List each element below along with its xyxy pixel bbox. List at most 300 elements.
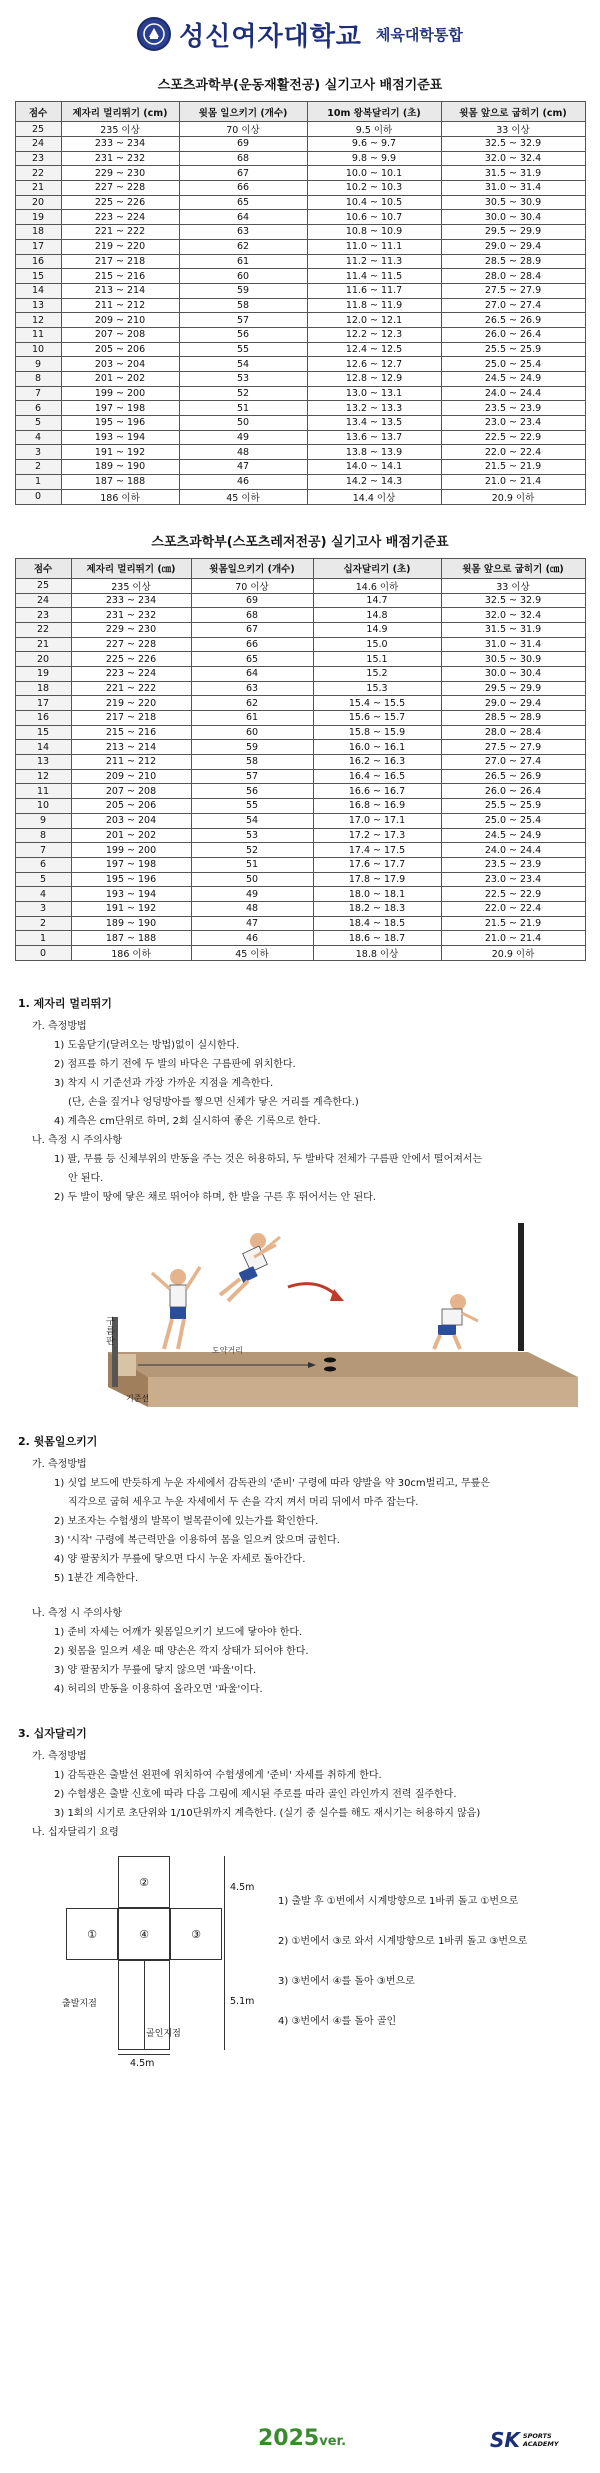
table2-value-cell: 235 이상	[71, 578, 191, 593]
edition-year	[258, 2426, 346, 2451]
table2-value-cell: 29.0 ~ 29.4	[441, 696, 585, 711]
cross-run-step-1: 1) 출발 후 ①번에서 시계방향으로 1바퀴 돌고 ①번으로	[278, 1896, 519, 1907]
table1-value-cell: 13.6 ~ 13.7	[307, 430, 441, 445]
table1-value-cell: 217 ~ 218	[61, 254, 179, 269]
table1-value-cell: 12.4 ~ 12.5	[307, 342, 441, 357]
table2-value-cell: 26.5 ~ 26.9	[441, 769, 585, 784]
table2-value-cell: 27.0 ~ 27.4	[441, 755, 585, 770]
table2-value-cell: 205 ~ 206	[71, 799, 191, 814]
table1-value-cell: 29.0 ~ 29.4	[441, 239, 585, 254]
table2-header-cell: 제자리 멀리뛰기 (㎝)	[71, 558, 191, 578]
table1-value-cell: 59	[179, 283, 307, 298]
table1-score-cell: 6	[15, 401, 61, 416]
table1-row	[15, 327, 585, 342]
cross-cell-2: ②	[118, 1856, 170, 1908]
table1-value-cell: 221 ~ 222	[61, 225, 179, 240]
table2-value-cell: 17.8 ~ 17.9	[313, 872, 441, 887]
table1-value-cell: 27.5 ~ 27.9	[441, 283, 585, 298]
table2-row	[15, 843, 585, 858]
table1-value-cell: 47	[179, 460, 307, 475]
section3-method-heading: 가. 측정방법	[32, 1751, 87, 1762]
table1-value-cell: 14.2 ~ 14.3	[307, 474, 441, 489]
table2-row	[15, 828, 585, 843]
table1-score-cell: 2	[15, 460, 61, 475]
table1-value-cell: 187 ~ 188	[61, 474, 179, 489]
table1-score-cell: 11	[15, 327, 61, 342]
table2-value-cell: 18.4 ~ 18.5	[313, 916, 441, 931]
table2-score-cell: 17	[15, 696, 71, 711]
table1-row	[15, 430, 585, 445]
table2-value-cell: 18.0 ~ 18.1	[313, 887, 441, 902]
table2-value-cell: 62	[191, 696, 313, 711]
table2-value-cell: 49	[191, 887, 313, 902]
table2-score-cell: 4	[15, 887, 71, 902]
table2-value-cell: 211 ~ 212	[71, 755, 191, 770]
table2-value-cell: 18.6 ~ 18.7	[313, 931, 441, 946]
table1-row	[15, 445, 585, 460]
table1-value-cell: 45 이하	[179, 489, 307, 504]
cross-run-diagram	[18, 1846, 600, 2076]
table2-score-cell: 13	[15, 755, 71, 770]
table2-value-cell: 32.0 ~ 32.4	[441, 608, 585, 623]
table2-row	[15, 769, 585, 784]
table2-value-cell: 189 ~ 190	[71, 916, 191, 931]
table2-value-cell: 191 ~ 192	[71, 901, 191, 916]
table2-row	[15, 608, 585, 623]
table2-row	[15, 916, 585, 931]
table2-value-cell: 21.5 ~ 21.9	[441, 916, 585, 931]
table1	[15, 101, 586, 505]
table1-score-cell: 19	[15, 210, 61, 225]
table2-value-cell: 23.5 ~ 23.9	[441, 857, 585, 872]
cross-cell-1: ①	[66, 1908, 118, 1960]
table1-value-cell: 215 ~ 216	[61, 269, 179, 284]
section2-method-2: 2) 보조자는 수험생의 발목이 벌목끝이에 있는가를 확인한다.	[54, 1516, 319, 1527]
section-sit-ups	[0, 1433, 600, 1699]
table1-value-cell: 53	[179, 372, 307, 387]
table2-title: 스포츠과학부(스포츠레저전공) 실기고사 배점기준표	[151, 534, 449, 550]
table1-row	[15, 283, 585, 298]
goal-point-label: 골인지점	[146, 2029, 181, 2039]
dim-bottom-label: 4.5m	[130, 2058, 155, 2069]
table2-value-cell: 28.5 ~ 28.9	[441, 711, 585, 726]
table1-value-cell: 30.5 ~ 30.9	[441, 195, 585, 210]
cross-run-step-2: 2) ①번에서 ③로 와서 시계방향으로 1바퀴 돌고 ③번으로	[278, 1936, 528, 1947]
table2-value-cell: 195 ~ 196	[71, 872, 191, 887]
table1-row	[15, 181, 585, 196]
table1-value-cell: 195 ~ 196	[61, 416, 179, 431]
table1-value-cell: 219 ~ 220	[61, 239, 179, 254]
cross-cell-3: ③	[170, 1908, 222, 1960]
table2-value-cell: 31.0 ~ 31.4	[441, 637, 585, 652]
academy-logo-sub1: SPORTS	[522, 2432, 552, 2440]
table1-score-cell: 24	[15, 137, 61, 152]
table1-score-cell: 16	[15, 254, 61, 269]
table2-value-cell: 16.6 ~ 16.7	[313, 784, 441, 799]
table1-value-cell: 24.0 ~ 24.4	[441, 386, 585, 401]
table1-score-cell: 13	[15, 298, 61, 313]
table2-value-cell: 15.1	[313, 652, 441, 667]
section1-method-3: 3) 착지 시 기준선과 가장 가까운 지점을 계측한다.	[54, 1078, 274, 1089]
table2-value-cell: 53	[191, 828, 313, 843]
cross-run-step-4: 4) ③번에서 ④를 돌아 골인	[278, 2016, 397, 2027]
table2-score-cell: 14	[15, 740, 71, 755]
table1-value-cell: 199 ~ 200	[61, 386, 179, 401]
table1-value-cell: 229 ~ 230	[61, 166, 179, 181]
table1-value-cell: 57	[179, 313, 307, 328]
table1-value-cell: 10.8 ~ 10.9	[307, 225, 441, 240]
table1-value-cell: 13.8 ~ 13.9	[307, 445, 441, 460]
dim-mid-label: 5.1m	[230, 1996, 255, 2007]
table2-value-cell: 15.0	[313, 637, 441, 652]
table2-value-cell: 15.3	[313, 681, 441, 696]
year-suffix: ver.	[319, 2434, 347, 2449]
table2-value-cell: 46	[191, 931, 313, 946]
table2-score-cell: 9	[15, 813, 71, 828]
table2-value-cell: 69	[191, 593, 313, 608]
section2-method-1b: 직각으로 굽혀 세우고 누운 자세에서 두 손을 각지 껴서 머리 뒤에서 마주 잡는다.	[68, 1497, 419, 1508]
table2-value-cell: 55	[191, 799, 313, 814]
table2-value-cell: 215 ~ 216	[71, 725, 191, 740]
table2-value-cell: 15.4 ~ 15.5	[313, 696, 441, 711]
table1-value-cell: 67	[179, 166, 307, 181]
table1-score-cell: 18	[15, 225, 61, 240]
table1-value-cell: 51	[179, 401, 307, 416]
table2-value-cell: 57	[191, 769, 313, 784]
table1-value-cell: 10.2 ~ 10.3	[307, 181, 441, 196]
table1-value-cell: 205 ~ 206	[61, 342, 179, 357]
dimension-line-vertical	[224, 1856, 225, 1960]
table1-value-cell: 46	[179, 474, 307, 489]
section2-caution-4: 4) 허리의 반동을 이용하여 올라오면 '파울'이다.	[54, 1684, 263, 1695]
start-line-label: 기준선	[126, 1394, 150, 1403]
board-label: 구름판	[106, 1317, 115, 1347]
table1-value-cell: 10.6 ~ 10.7	[307, 210, 441, 225]
cross-run-step-3: 3) ③번에서 ④를 돌아 ③번으로	[278, 1976, 415, 1987]
table2-value-cell: 67	[191, 622, 313, 637]
table1-value-cell: 52	[179, 386, 307, 401]
table2-value-cell: 20.9 이하	[441, 946, 585, 961]
table2-value-cell: 17.0 ~ 17.1	[313, 813, 441, 828]
section1-method-4: 4) 계측은 cm단위로 하며, 2회 실시하여 좋은 기록으로 한다.	[54, 1116, 321, 1127]
table1-value-cell: 21.5 ~ 21.9	[441, 460, 585, 475]
table1-value-cell: 223 ~ 224	[61, 210, 179, 225]
table1-row	[15, 357, 585, 372]
table1-row	[15, 137, 585, 152]
table1-value-cell: 9.8 ~ 9.9	[307, 151, 441, 166]
section3-guide-heading: 나. 십자달리기 요령	[32, 1827, 119, 1838]
table2-row	[15, 711, 585, 726]
table2-value-cell: 24.0 ~ 24.4	[441, 843, 585, 858]
table1-header-cell: 윗몸 일으키기 (개수)	[179, 102, 307, 122]
table1-value-cell: 11.4 ~ 11.5	[307, 269, 441, 284]
table1-value-cell: 12.8 ~ 12.9	[307, 372, 441, 387]
table1-score-cell: 3	[15, 445, 61, 460]
table1-row	[15, 460, 585, 475]
table1-value-cell: 62	[179, 239, 307, 254]
table2-value-cell: 199 ~ 200	[71, 843, 191, 858]
section1-caution-1b: 안 된다.	[68, 1173, 104, 1184]
university-name: 성신여자대학교	[179, 21, 362, 52]
table2-score-cell: 11	[15, 784, 71, 799]
table2-value-cell: 48	[191, 901, 313, 916]
dimension-line-vertical-2	[224, 1960, 225, 2050]
table2-row	[15, 637, 585, 652]
table1-row	[15, 386, 585, 401]
table2-value-cell: 225 ~ 226	[71, 652, 191, 667]
section1-title: 1. 제자리 멀리뛰기	[18, 997, 112, 1010]
table1-value-cell: 69	[179, 137, 307, 152]
table2-value-cell: 203 ~ 204	[71, 813, 191, 828]
table1-value-cell: 64	[179, 210, 307, 225]
table2-value-cell: 186 이하	[71, 946, 191, 961]
table1-value-cell: 207 ~ 208	[61, 327, 179, 342]
table1-value-cell: 11.0 ~ 11.1	[307, 239, 441, 254]
table1-value-cell: 209 ~ 210	[61, 313, 179, 328]
table1-value-cell: 23.5 ~ 23.9	[441, 401, 585, 416]
table1-score-cell: 25	[15, 122, 61, 137]
table2-row	[15, 946, 585, 961]
table2-score-cell: 7	[15, 843, 71, 858]
table1-value-cell: 10.0 ~ 10.1	[307, 166, 441, 181]
table2-score-cell: 5	[15, 872, 71, 887]
table1-value-cell: 66	[179, 181, 307, 196]
table2-value-cell: 16.2 ~ 16.3	[313, 755, 441, 770]
table2-score-cell: 22	[15, 622, 71, 637]
table1-score-cell: 10	[15, 342, 61, 357]
table2-row	[15, 784, 585, 799]
table2-score-cell: 6	[15, 857, 71, 872]
table1-value-cell: 56	[179, 327, 307, 342]
table2-value-cell: 17.2 ~ 17.3	[313, 828, 441, 843]
table1-value-cell: 28.5 ~ 28.9	[441, 254, 585, 269]
table2-value-cell: 45 이하	[191, 946, 313, 961]
table1-value-cell: 31.0 ~ 31.4	[441, 181, 585, 196]
section1-caution-1: 1) 팔, 무릎 등 신체부위의 반동을 주는 것은 허용하되, 두 발바닥 전체가 구름판 안에서 떨어져서는	[54, 1154, 483, 1165]
table1-row	[15, 372, 585, 387]
table2-row	[15, 931, 585, 946]
table1-value-cell: 213 ~ 214	[61, 283, 179, 298]
year-number: 2025	[258, 2426, 320, 2451]
section2-method-5: 5) 1분간 계측한다.	[54, 1573, 139, 1584]
table1-value-cell: 21.0 ~ 21.4	[441, 474, 585, 489]
distance-label: 도약거리	[212, 1346, 243, 1355]
table1-value-cell: 13.0 ~ 13.1	[307, 386, 441, 401]
table1-value-cell: 30.0 ~ 30.4	[441, 210, 585, 225]
table2-row	[15, 755, 585, 770]
table2-score-cell: 0	[15, 946, 71, 961]
table1-value-cell: 14.0 ~ 14.1	[307, 460, 441, 475]
academy-logo	[490, 2428, 559, 2452]
table2-score-cell: 16	[15, 711, 71, 726]
table2-header-cell: 윗몸일으키기 (개수)	[191, 558, 313, 578]
table2-row	[15, 872, 585, 887]
table1-value-cell: 61	[179, 254, 307, 269]
table1-score-cell: 1	[15, 474, 61, 489]
table2-score-cell: 25	[15, 578, 71, 593]
table2-score-cell: 8	[15, 828, 71, 843]
table2-value-cell: 64	[191, 666, 313, 681]
table1-header-cell: 윗몸 앞으로 굽히기 (cm)	[441, 102, 585, 122]
table2-score-cell: 20	[15, 652, 71, 667]
table2-header-cell: 십자달리기 (초)	[313, 558, 441, 578]
table2-header-cell: 점수	[15, 558, 71, 578]
table1-value-cell: 191 ~ 192	[61, 445, 179, 460]
table2-row	[15, 901, 585, 916]
section2-caution-heading: 나. 측정 시 주의사항	[32, 1608, 122, 1619]
table2-value-cell: 15.6 ~ 15.7	[313, 711, 441, 726]
table1-value-cell: 26.5 ~ 26.9	[441, 313, 585, 328]
table1-value-cell: 23.0 ~ 23.4	[441, 416, 585, 431]
table2-score-cell: 19	[15, 666, 71, 681]
table1-score-cell: 7	[15, 386, 61, 401]
table1-row	[15, 269, 585, 284]
table1-value-cell: 225 ~ 226	[61, 195, 179, 210]
table2-value-cell: 68	[191, 608, 313, 623]
table2-value-cell: 65	[191, 652, 313, 667]
table1-header-cell: 10m 왕복달리기 (초)	[307, 102, 441, 122]
table2-value-cell: 25.0 ~ 25.4	[441, 813, 585, 828]
table2-score-cell: 3	[15, 901, 71, 916]
table1-value-cell: 63	[179, 225, 307, 240]
table1-value-cell: 14.4 이상	[307, 489, 441, 504]
table2-row	[15, 666, 585, 681]
table1-header-cell: 점수	[15, 102, 61, 122]
table1-value-cell: 28.0 ~ 28.4	[441, 269, 585, 284]
section2-method-3: 3) '시작' 구령에 복근력만을 이용하여 몸을 일으켜 앉으며 굽힌다.	[54, 1535, 340, 1546]
section1-caution-2: 2) 두 발이 땅에 닿은 채로 뛰어야 하며, 한 발을 구른 후 뛰어서는 안 된다.	[54, 1192, 376, 1203]
table1-value-cell: 48	[179, 445, 307, 460]
cross-run-steps	[278, 1882, 527, 2042]
table2-value-cell: 18.2 ~ 18.3	[313, 901, 441, 916]
table1-score-cell: 5	[15, 416, 61, 431]
table2-value-cell: 26.0 ~ 26.4	[441, 784, 585, 799]
table2-value-cell: 14.9	[313, 622, 441, 637]
table1-value-cell: 9.6 ~ 9.7	[307, 137, 441, 152]
table2-row	[15, 681, 585, 696]
table1-row	[15, 298, 585, 313]
table2-score-cell: 24	[15, 593, 71, 608]
table2-score-cell: 23	[15, 608, 71, 623]
table2-value-cell: 14.7	[313, 593, 441, 608]
table2-value-cell: 47	[191, 916, 313, 931]
page-footer	[0, 2418, 600, 2473]
table1-score-cell: 20	[15, 195, 61, 210]
table2-value-cell: 231 ~ 232	[71, 608, 191, 623]
table1-score-cell: 0	[15, 489, 61, 504]
table1-value-cell: 201 ~ 202	[61, 372, 179, 387]
table2-value-cell: 233 ~ 234	[71, 593, 191, 608]
table1-value-cell: 189 ~ 190	[61, 460, 179, 475]
table2-value-cell: 201 ~ 202	[71, 828, 191, 843]
table2-value-cell: 30.5 ~ 30.9	[441, 652, 585, 667]
table1-value-cell: 235 이상	[61, 122, 179, 137]
table2-value-cell: 17.6 ~ 17.7	[313, 857, 441, 872]
table1-value-cell: 32.5 ~ 32.9	[441, 137, 585, 152]
table2-score-cell: 12	[15, 769, 71, 784]
table1-score-cell: 8	[15, 372, 61, 387]
table2-value-cell: 66	[191, 637, 313, 652]
table1-value-cell: 25.0 ~ 25.4	[441, 357, 585, 372]
table1-value-cell: 233 ~ 234	[61, 137, 179, 152]
table2-value-cell: 70 이상	[191, 578, 313, 593]
table2-value-cell: 16.4 ~ 16.5	[313, 769, 441, 784]
table1-value-cell: 186 이하	[61, 489, 179, 504]
table2-row	[15, 887, 585, 902]
table1-value-cell: 10.4 ~ 10.5	[307, 195, 441, 210]
academy-logo-sub2: ACADEMY	[522, 2440, 559, 2448]
table2-value-cell: 227 ~ 228	[71, 637, 191, 652]
dim-top-label: 4.5m	[230, 1882, 255, 1893]
table1-row	[15, 239, 585, 254]
table2-value-cell: 15.2	[313, 666, 441, 681]
table2-value-cell: 15.8 ~ 15.9	[313, 725, 441, 740]
table2-value-cell: 51	[191, 857, 313, 872]
table1-row	[15, 416, 585, 431]
table1-row	[15, 210, 585, 225]
table2-value-cell: 28.0 ~ 28.4	[441, 725, 585, 740]
table1-value-cell: 65	[179, 195, 307, 210]
table2-value-cell: 209 ~ 210	[71, 769, 191, 784]
table2-value-cell: 197 ~ 198	[71, 857, 191, 872]
table2-value-cell: 213 ~ 214	[71, 740, 191, 755]
table1-value-cell: 33 이상	[441, 122, 585, 137]
table2-value-cell: 23.0 ~ 23.4	[441, 872, 585, 887]
table2-row	[15, 578, 585, 593]
table2-value-cell: 30.0 ~ 30.4	[441, 666, 585, 681]
table2-value-cell: 207 ~ 208	[71, 784, 191, 799]
section3-method-1: 1) 감독관은 출발선 왼편에 위치하여 수험생에게 '준비' 자세를 취하게 한다.	[54, 1770, 382, 1781]
table1-score-cell: 4	[15, 430, 61, 445]
table1-title: 스포츠과학부(운동재활전공) 실기고사 배점기준표	[157, 78, 443, 93]
table1-value-cell: 13.4 ~ 13.5	[307, 416, 441, 431]
section-standing-long-jump	[0, 995, 600, 1407]
section2-caution-2: 2) 윗몸을 일으켜 세운 때 양손은 깍지 상태가 되어야 한다.	[54, 1646, 309, 1657]
table1-score-cell: 9	[15, 357, 61, 372]
table1-value-cell: 26.0 ~ 26.4	[441, 327, 585, 342]
table2-score-cell: 21	[15, 637, 71, 652]
table2-value-cell: 32.5 ~ 32.9	[441, 593, 585, 608]
table2-value-cell: 16.8 ~ 16.9	[313, 799, 441, 814]
table1-value-cell: 211 ~ 212	[61, 298, 179, 313]
table1-row	[15, 489, 585, 504]
section1-caution-heading: 나. 측정 시 주의사항	[32, 1135, 122, 1146]
table1-score-cell: 12	[15, 313, 61, 328]
academy-logo-mark: SK	[490, 2428, 520, 2452]
table1-value-cell: 193 ~ 194	[61, 430, 179, 445]
table2-value-cell: 221 ~ 222	[71, 681, 191, 696]
table2-row	[15, 740, 585, 755]
table2-row	[15, 622, 585, 637]
table2-score-cell: 10	[15, 799, 71, 814]
table1-value-cell: 54	[179, 357, 307, 372]
table1-row	[15, 342, 585, 357]
table2-value-cell: 54	[191, 813, 313, 828]
table2-value-cell: 22.0 ~ 22.4	[441, 901, 585, 916]
table2-row	[15, 799, 585, 814]
table2-value-cell: 17.4 ~ 17.5	[313, 843, 441, 858]
table2-value-cell: 56	[191, 784, 313, 799]
table2-value-cell: 61	[191, 711, 313, 726]
table2-value-cell: 187 ~ 188	[71, 931, 191, 946]
table2-value-cell: 18.8 이상	[313, 946, 441, 961]
table2-value-cell: 21.0 ~ 21.4	[441, 931, 585, 946]
section2-method-1: 1) 싯업 보드에 반듯하게 누운 자세에서 감독관의 '준비' 구령에 따라 양발을 약 30cm벌리고, 무릎은	[54, 1478, 490, 1489]
table1-value-cell: 55	[179, 342, 307, 357]
table2-score-cell: 2	[15, 916, 71, 931]
section-cross-run	[0, 1725, 600, 2076]
table1-value-cell: 29.5 ~ 29.9	[441, 225, 585, 240]
